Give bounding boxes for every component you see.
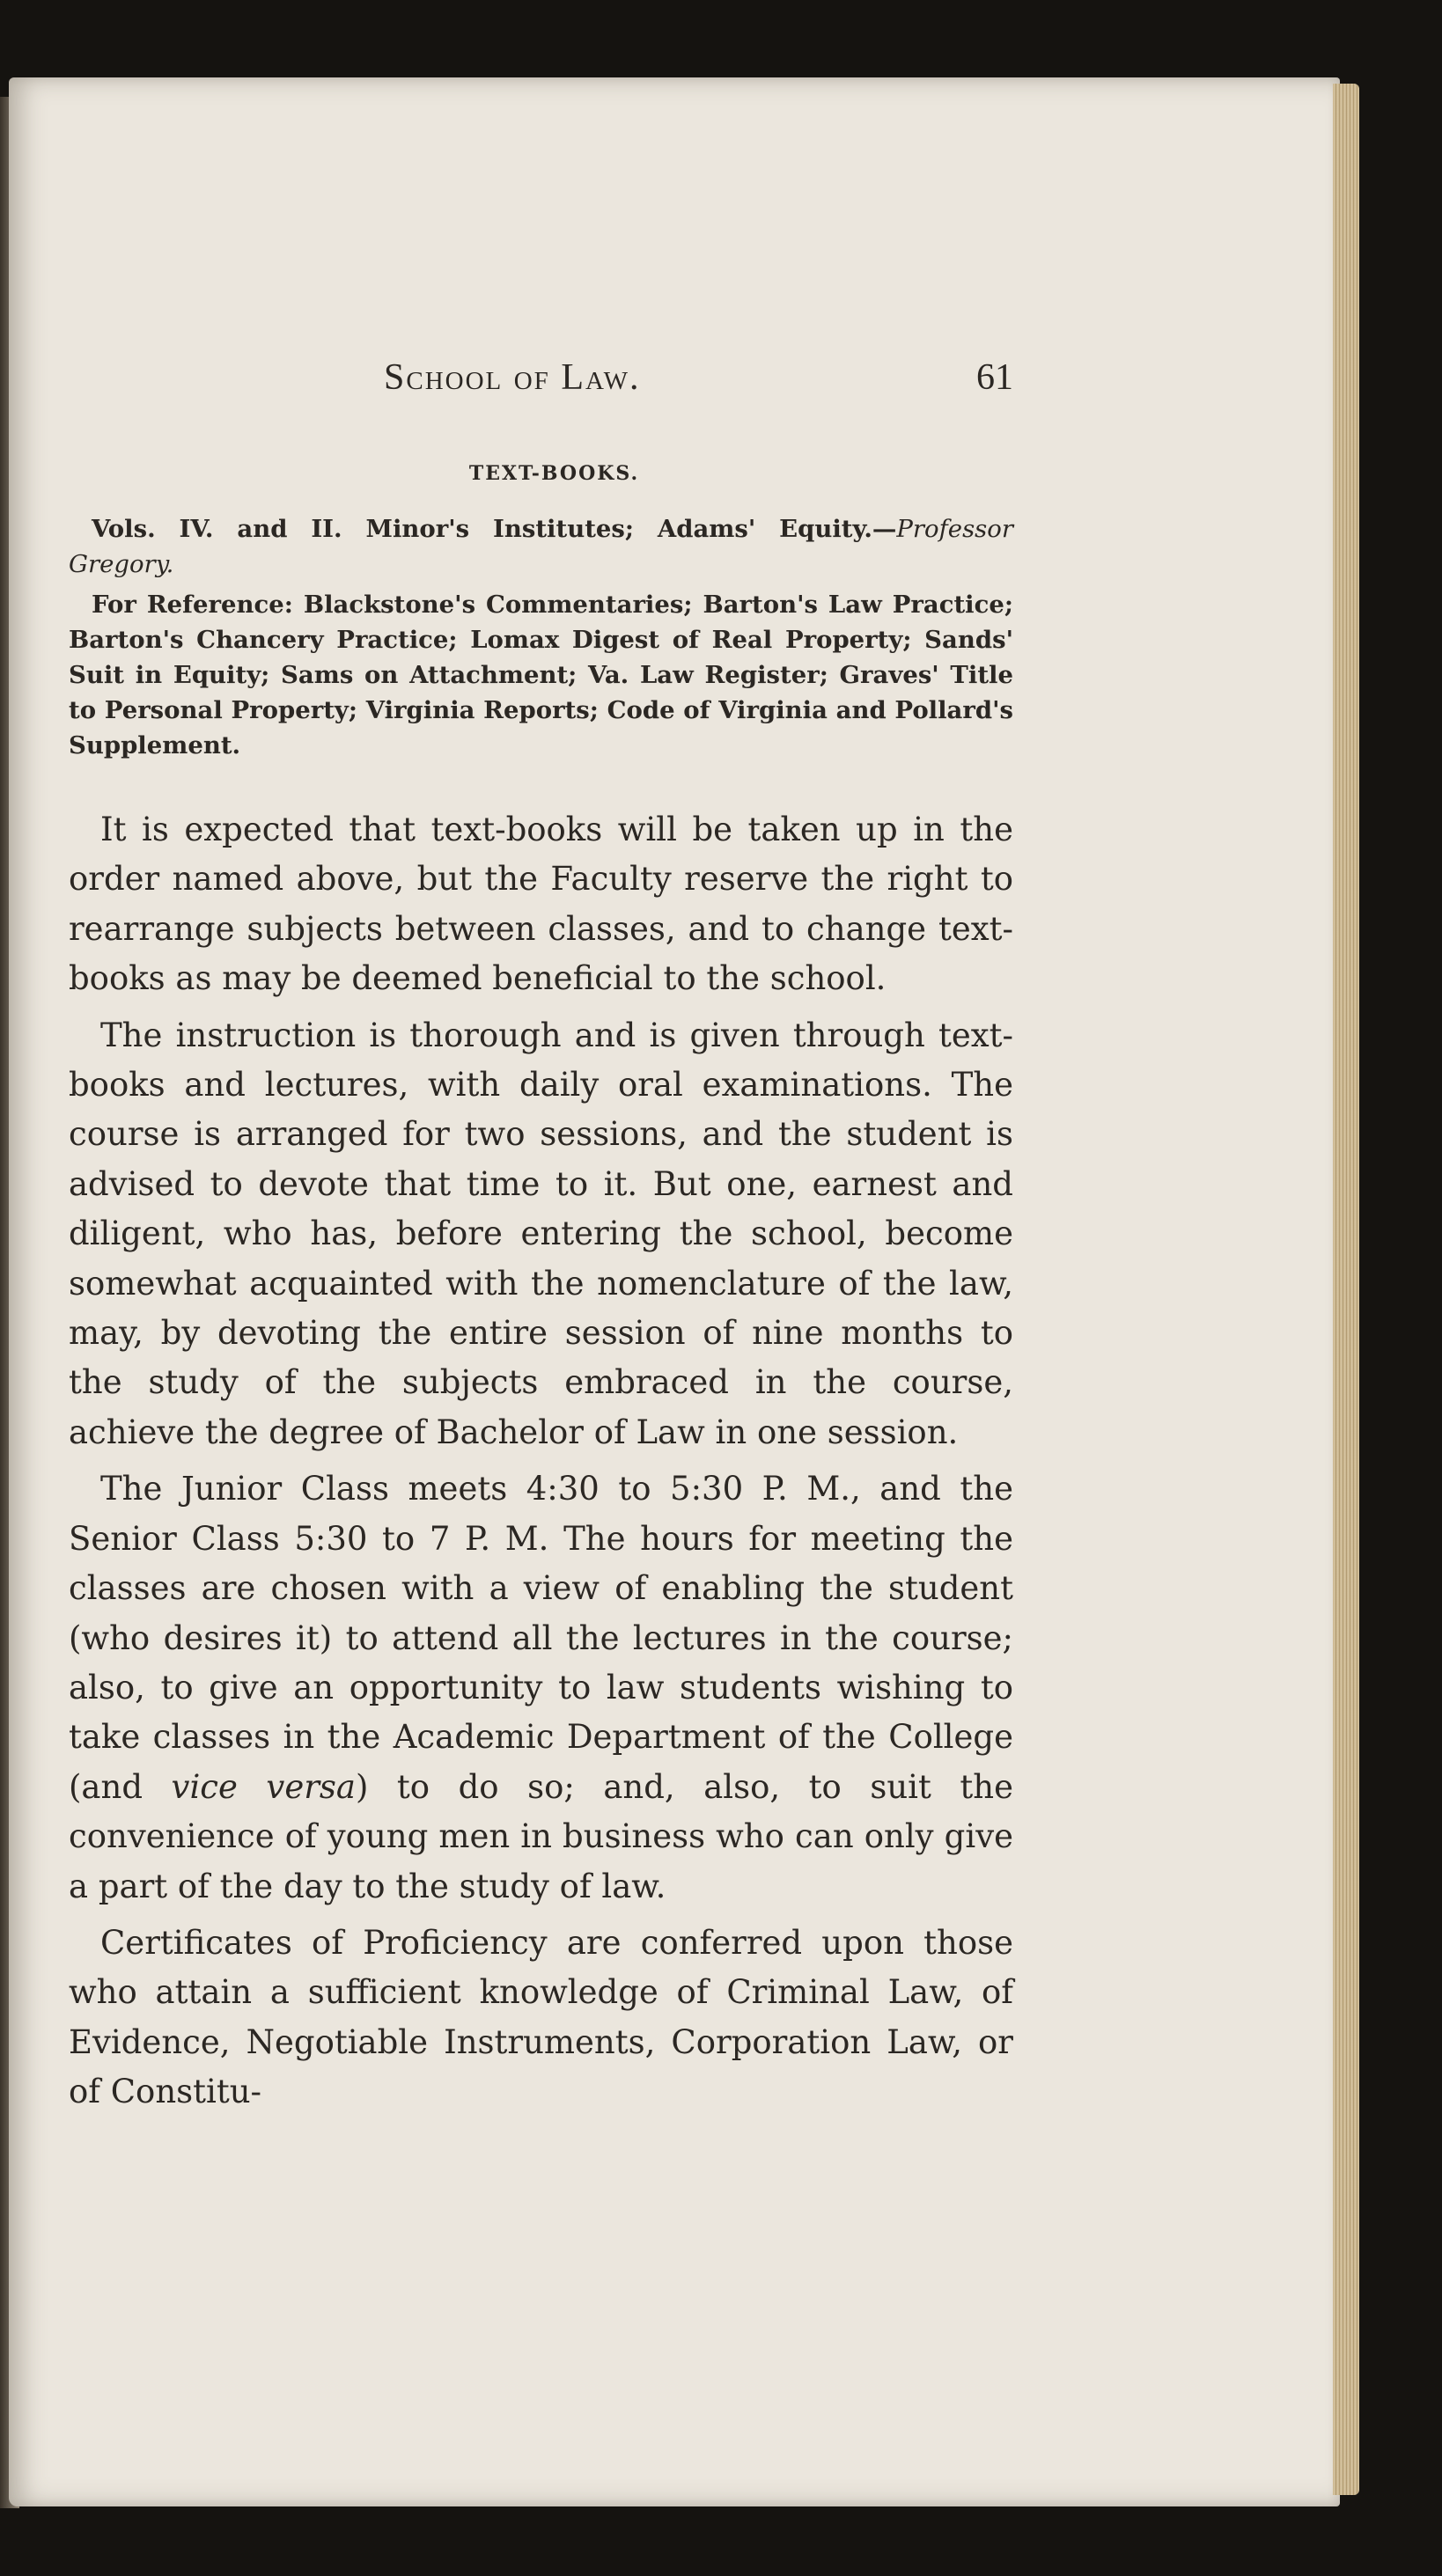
reference-list: For Reference: Blackstone's Commentaries; Barton's Law Practice; Barton's Chancery Practice; Lomax Digest of Real Property; Sands' Suit in Equity; Sams on Attachment; Va. Law Register; Graves' Title to Personal Property; Virginia Reports; Code of Virginia and Pollard's Supplement.: [69, 591, 1013, 760]
textbooks-list-text: Vols. IV. and II. Minor's Institutes; Adams' Equity.—: [92, 515, 897, 543]
textbooks-list: [69, 511, 1013, 582]
page-number: 61: [976, 357, 1013, 398]
page-content: [69, 356, 1013, 2125]
paragraph-order: It is expected that text-books will be taken up in the order named above, but the Faculty reserve the right to rearrange subjects between classes, and to change text-books as may be deemed beneficial to the school.: [69, 811, 1013, 998]
textbooks-heading: TEXT-BOOKS.: [468, 462, 640, 485]
schedule-text-italic: vice versa: [171, 1767, 356, 1806]
schedule-text-a: The Junior Class meets 4:30 to 5:30 P. M., and the Senior Class 5:30 to 7 P. M. The hours for meeting the classes are chosen with a view of enabling the student (who desires it) to attend all the lectures in the course; also, to give an opportunity to law students wishing to take classes in the Academic Department of the College (and: [69, 1470, 1013, 1806]
running-head: [69, 356, 1013, 407]
running-title: School of Law.: [384, 357, 641, 398]
paragraph-schedule: [69, 1464, 1013, 1912]
spacer: [69, 768, 1013, 805]
paragraph-instruction: The instruction is thorough and is given through text-books and lectures, with daily oral examinations. The course is arranged for two sessions, and the student is advised to devote that time to it. But one, earnest and diligent, who has, before entering the school, become somewhat acquainted with the nomenclature of the law, may, by devoting the entire session of nine months to the study of the subjects embraced in the course, achieve the degree of Bachelor of Law in one session.: [69, 1016, 1013, 1451]
professor-name: Professor Gregory.: [69, 515, 1013, 578]
page-block-edge: [1333, 84, 1359, 2495]
schedule-text-c: ) to do so; and, also, to suit the convenience of young men in business who can only give a part of the day to the study of law.: [69, 1767, 1013, 1905]
paragraph-certificates: Certificates of Proficiency are conferred upon those who attain a sufficient knowledge of Criminal Law, of Evidence, Negotiable Instruments, Corporation Law, or of Constitu-: [69, 1923, 1013, 2111]
